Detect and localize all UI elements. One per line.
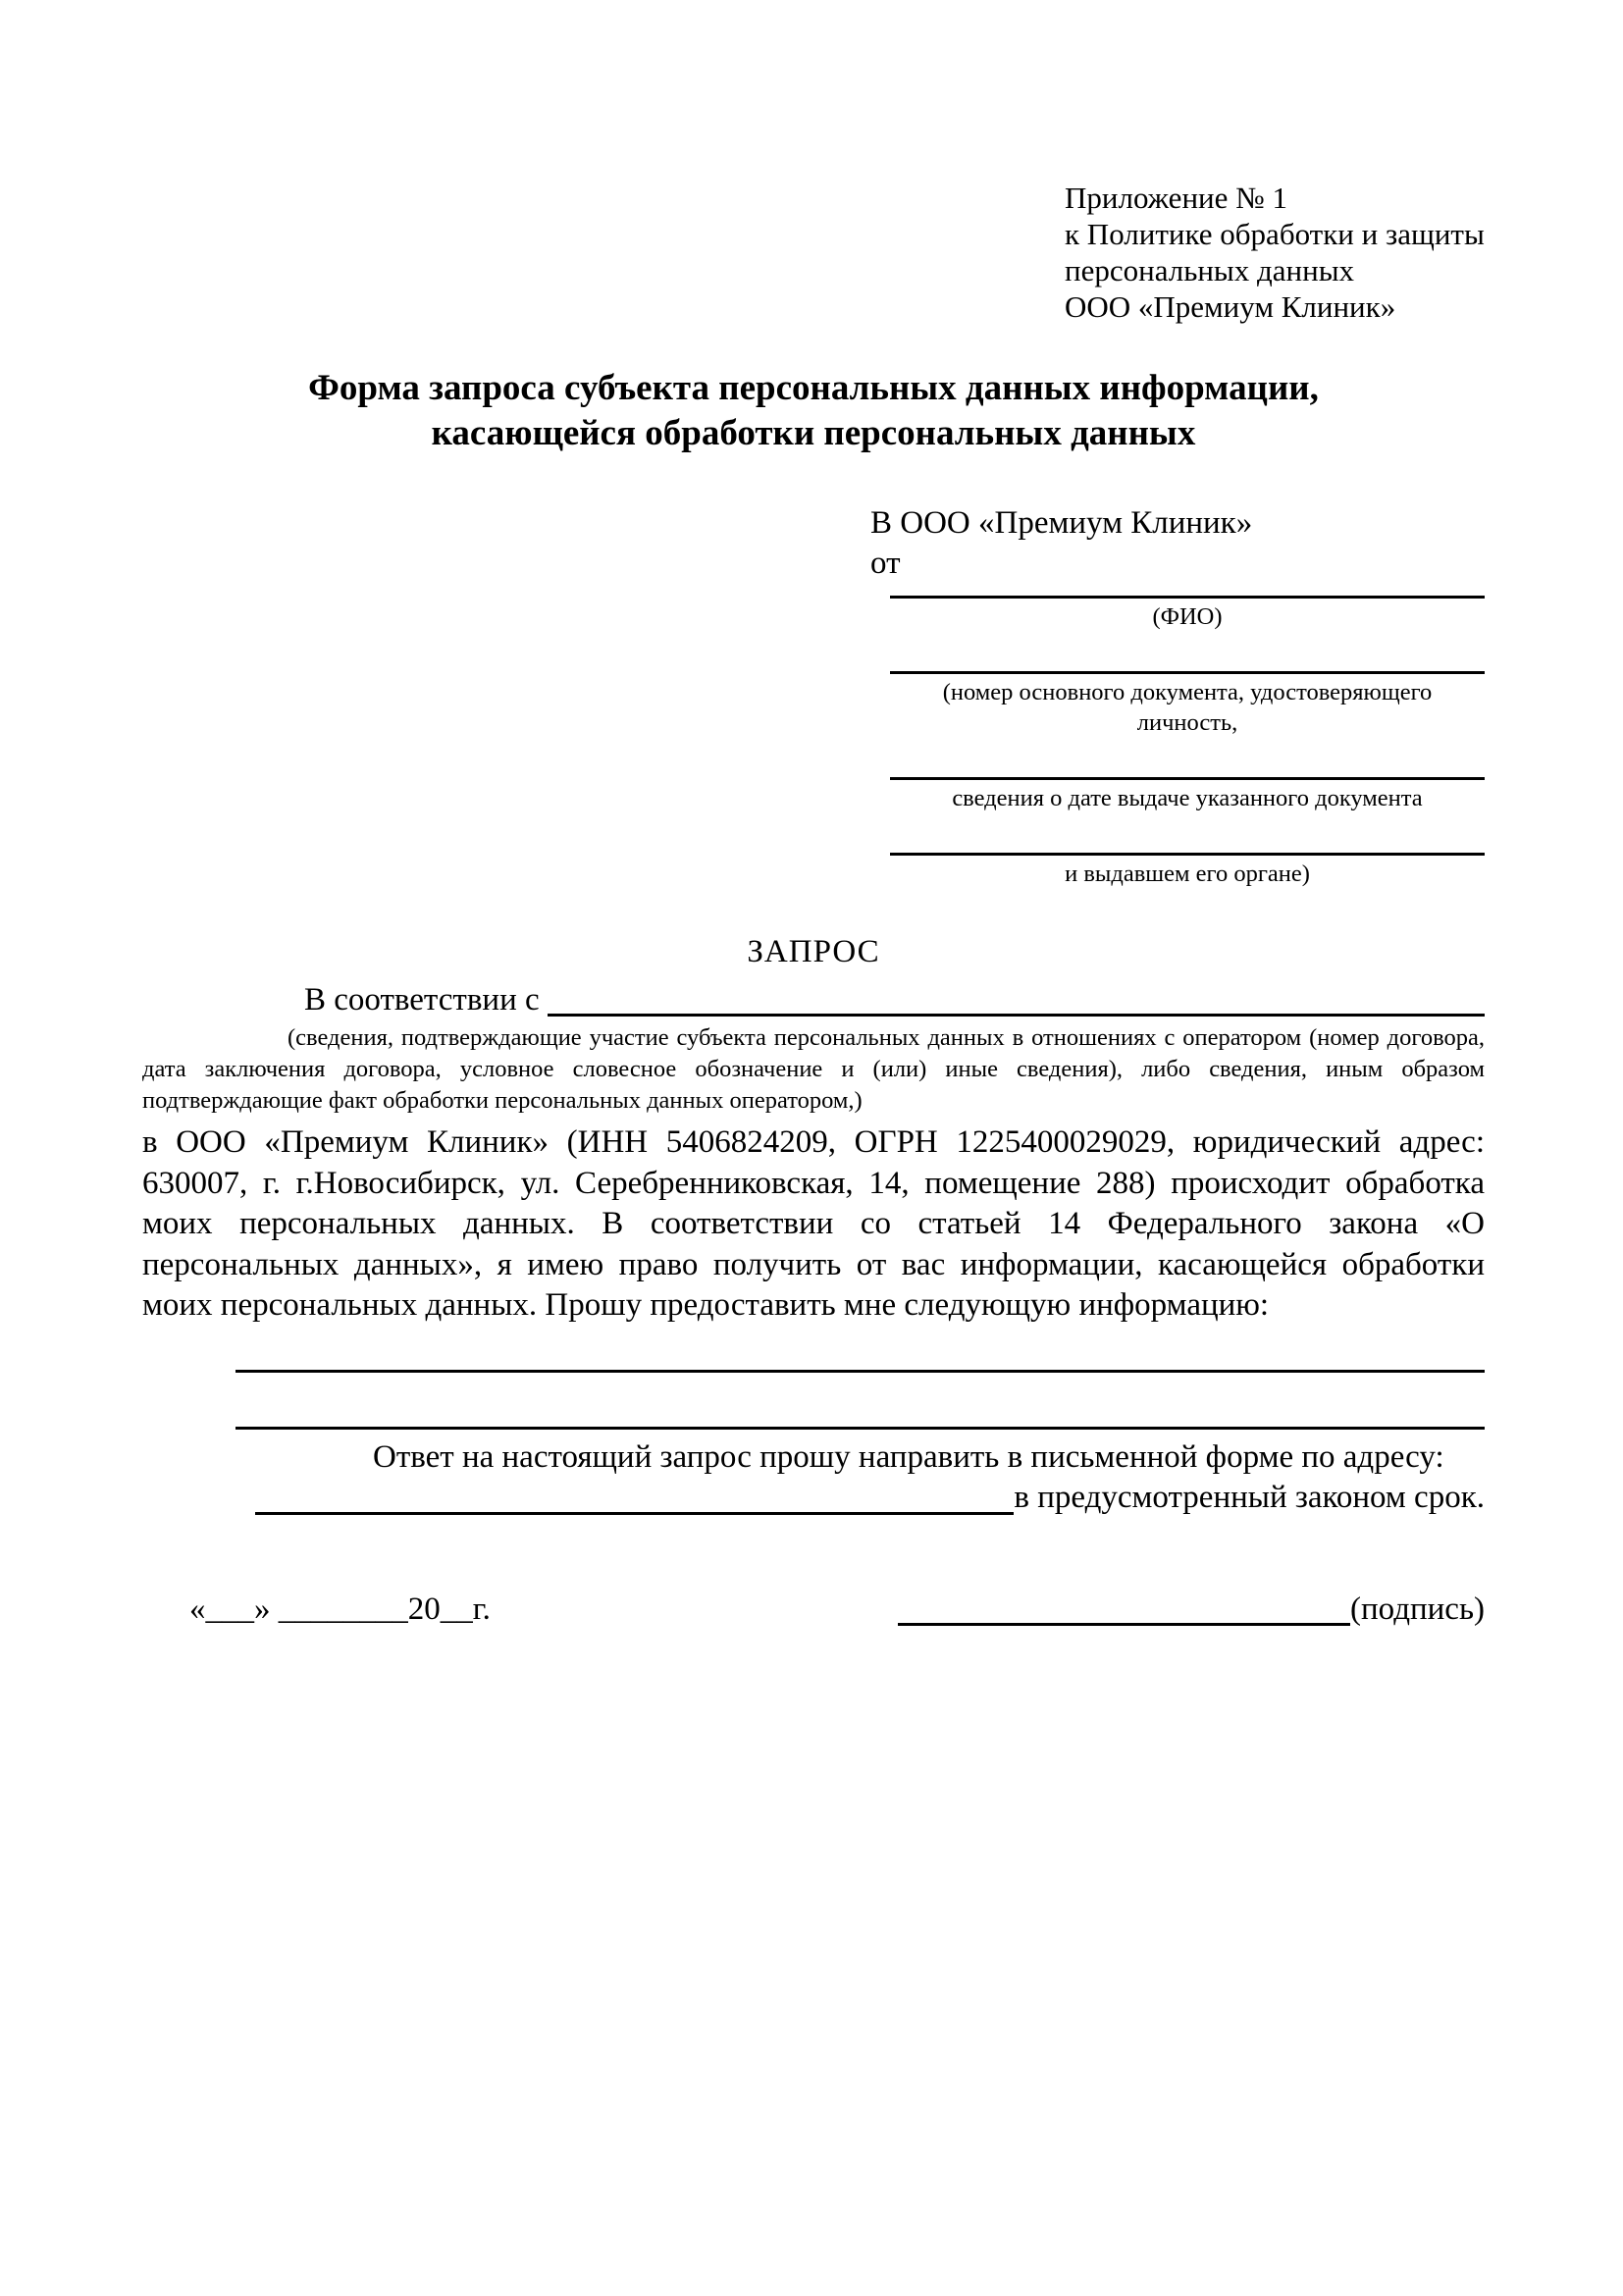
document-number-label: (номер основного документа, удостоверяющего личность, <box>942 679 1433 736</box>
document-title <box>142 366 1485 456</box>
document-title-line: касающейся обработки персональных данных <box>431 413 1196 453</box>
appendix-header-line: Приложение № 1 <box>1065 181 1287 215</box>
intro-text: В соответствии с <box>304 982 540 1018</box>
addressee-to: В ООО «Премиум Клиник» <box>870 505 1253 541</box>
reply-suffix-text: в предусмотренный законом срок. <box>1014 1480 1485 1515</box>
issuing-authority-blank-line <box>890 813 1485 856</box>
appendix-header <box>1065 0 1485 325</box>
date-signature-row <box>142 1590 1485 1630</box>
intro-blank-line <box>548 1014 1485 1017</box>
info-blank-line-2 <box>236 1373 1485 1430</box>
reply-paragraph: Ответ на настоящий запрос прошу направить в письменной форме по адресу: <box>373 1438 1444 1475</box>
body-paragraph: в ООО «Премиум Клиник» (ИНН 5406824209, ОГРН 1225400029029, юридический адрес: 630007, г. г.Новосибирск, ул. Серебренниковская, 14, помещение 288) происходит обработка моих персональных данных. В соответствии со статьей 14 Федерального закона «О персональных данных», я имею право получить от вас информации, касающейся обработки моих персональных данных. Прошу предоставить мне следующую информацию: <box>142 1124 1485 1323</box>
address-blank-line <box>255 1512 1014 1515</box>
intro-row <box>142 980 1485 1020</box>
appendix-header-line: персональных данных <box>1065 253 1355 287</box>
appendix-header-line: ООО «Премиум Клиник» <box>1065 289 1396 324</box>
addressee-from: от <box>870 546 901 581</box>
signature-blank-line <box>898 1623 1350 1626</box>
footnote-text: (сведения, подтверждающие участие субъекта персональных данных в отношениях с оператором (номер договора, дата заключения договора, условное словесное обозначение и (или) иные сведения), либо сведения, иным образом подтверждающие факт обработки персональных данных оператором,) <box>142 1024 1485 1114</box>
issue-date-blank-line <box>890 738 1485 780</box>
fio-label: (ФИО) <box>1152 603 1223 630</box>
issue-date-label: сведения о дате выдаче указанного документа <box>952 785 1423 811</box>
appendix-header-line: к Политике обработки и защиты <box>1065 217 1485 251</box>
document-number-blank-line <box>890 632 1485 674</box>
issuing-authority-label: и выдавшем его органе) <box>1065 861 1310 887</box>
fio-blank-line <box>890 584 1485 599</box>
signature-group <box>898 1590 1485 1630</box>
document-title-line: Форма запроса субъекта персональных данных информации, <box>308 368 1319 408</box>
date-blank-text: «___» ________20__г. <box>189 1591 491 1627</box>
reply-address-row <box>142 1478 1485 1519</box>
document-content <box>142 0 1485 1630</box>
addressee-block <box>870 503 1485 889</box>
info-blank-line-1 <box>236 1327 1485 1373</box>
request-heading: ЗАПРОС <box>747 934 880 969</box>
signature-label: (подпись) <box>1350 1591 1485 1627</box>
